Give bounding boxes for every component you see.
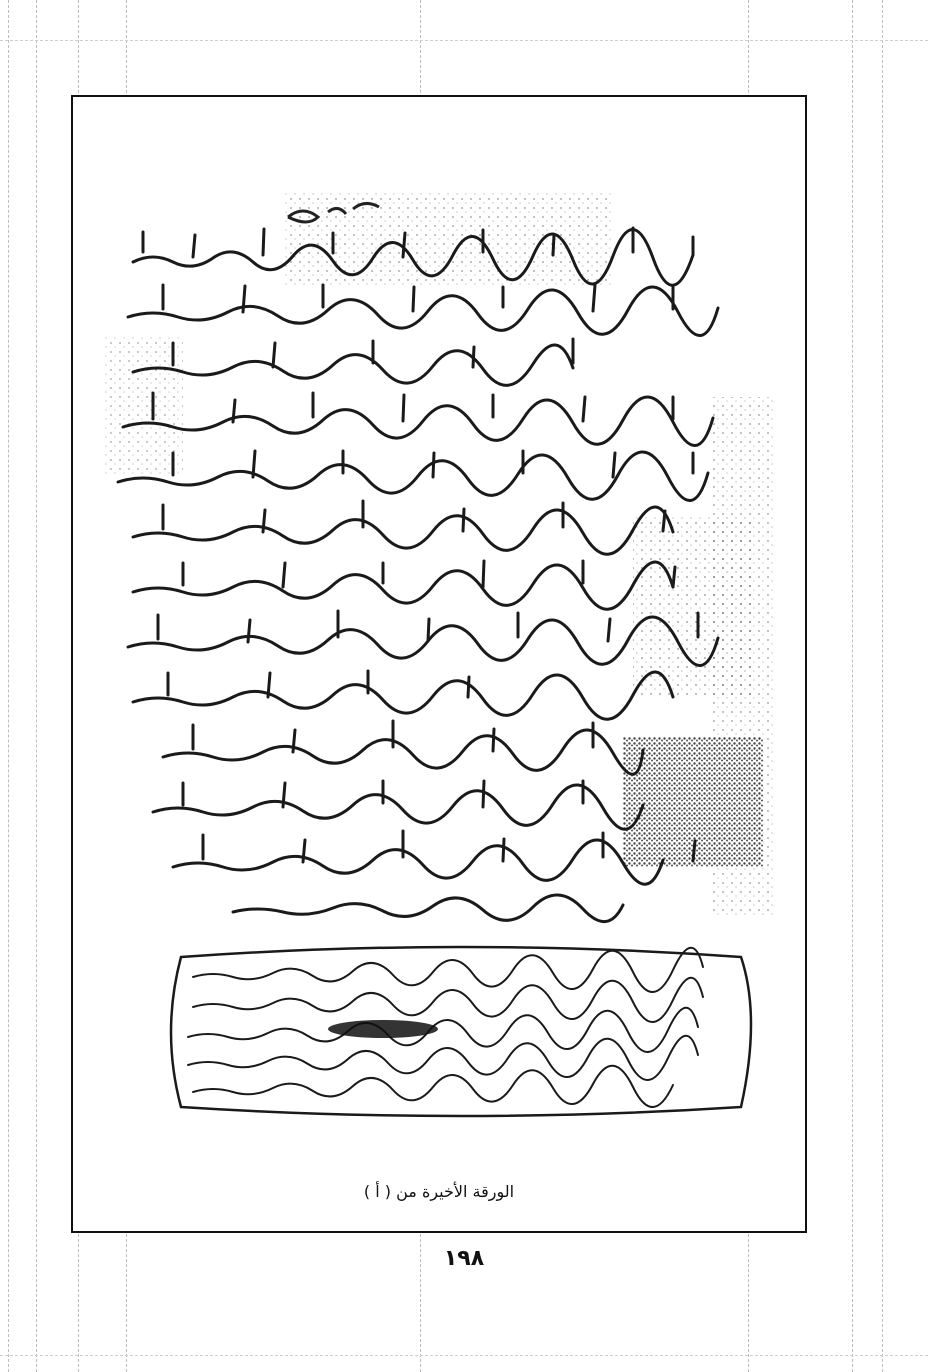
page-number: ١٩٨ [443,1246,485,1271]
scan-guide [8,0,9,1372]
handwritten-arabic-manuscript-icon [73,97,809,1235]
scan-guide [36,0,37,1372]
scan-guide [0,1355,928,1356]
figure-caption: الورقة الأخيرة من ( أ ) [363,1182,515,1201]
scan-guide [882,0,883,1372]
scan-guide [0,40,928,41]
scan-guide [852,0,853,1372]
manuscript-frame [71,95,807,1233]
